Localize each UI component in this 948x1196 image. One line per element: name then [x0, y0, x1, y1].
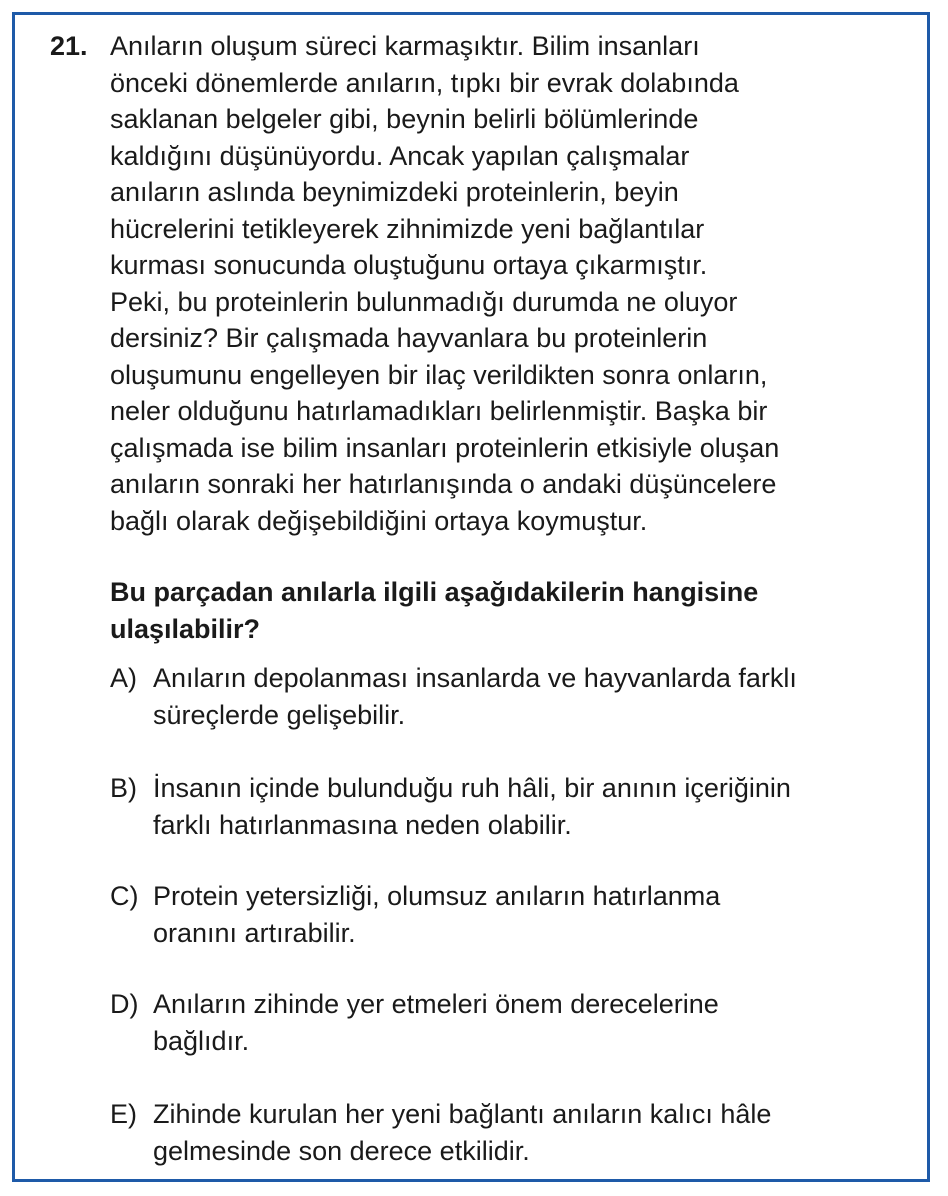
- option-letter: E): [110, 1099, 137, 1129]
- question-number: 21.: [50, 31, 88, 61]
- option-text: İnsanın içinde bulunduğu ruh hâli, bir anının içeriğinin farklı hatırlanmasına neden olabilir.: [153, 773, 791, 840]
- question-passage: Anıların oluşum süreci karmaşıktır. Bilim insanları önceki dönemlerde anıların, tıpkı bir evrak dolabında saklanan belgeler gibi, beynin belirli bölümlerinde kaldığını düşünüyordu. Ancak yapılan çalışmalar anıların aslında beynimizdeki proteinlerin, beyin hücrelerini tetikleyerek zihnimizde yeni bağlantılar kurması sonucunda oluştuğunu ortaya çıkarmıştır. Peki, bu proteinlerin bulunmadığı durumda ne oluyor dersiniz? Bir çalışmada hayvanlara bu proteinlerin oluşumunu engelleyen bir ilaç verildikten sonra onların, neler olduğunu hatırlamadıkları belirlenmiştir. Başka bir çalışmada ise bilim insanları proteinlerin etkisiyle oluşan anıların sonraki her hatırlanışında o andaki düşüncelere bağlı olarak değişebildiğini ortaya koymuştur.: [110, 31, 780, 536]
- option-letter: D): [110, 989, 139, 1019]
- answer-option-d[interactable]: [110, 986, 925, 1059]
- answer-option-c[interactable]: [110, 878, 925, 951]
- option-text: Zihinde kurulan her yeni bağlantı anıların kalıcı hâle gelmesinde son derece etkilidir.: [153, 1099, 772, 1166]
- answer-option-e[interactable]: [110, 1096, 925, 1169]
- option-text: Anıların depolanması insanlarda ve hayvanlarda farklı süreçlerde gelişebilir.: [153, 663, 797, 730]
- option-text: Anıların zihinde yer etmeleri önem derecelerine bağlıdır.: [153, 989, 719, 1056]
- option-text: Protein yetersizliği, olumsuz anıların hatırlanma oranını artırabilir.: [153, 881, 721, 948]
- answer-option-a[interactable]: [110, 660, 925, 733]
- option-letter: A): [110, 663, 137, 693]
- option-letter: C): [110, 881, 139, 911]
- answer-option-b[interactable]: [110, 770, 925, 843]
- question-prompt: Bu parçadan anılarla ilgili aşağıdakilerin hangisine ulaşılabilir?: [110, 577, 759, 644]
- option-letter: B): [110, 773, 137, 803]
